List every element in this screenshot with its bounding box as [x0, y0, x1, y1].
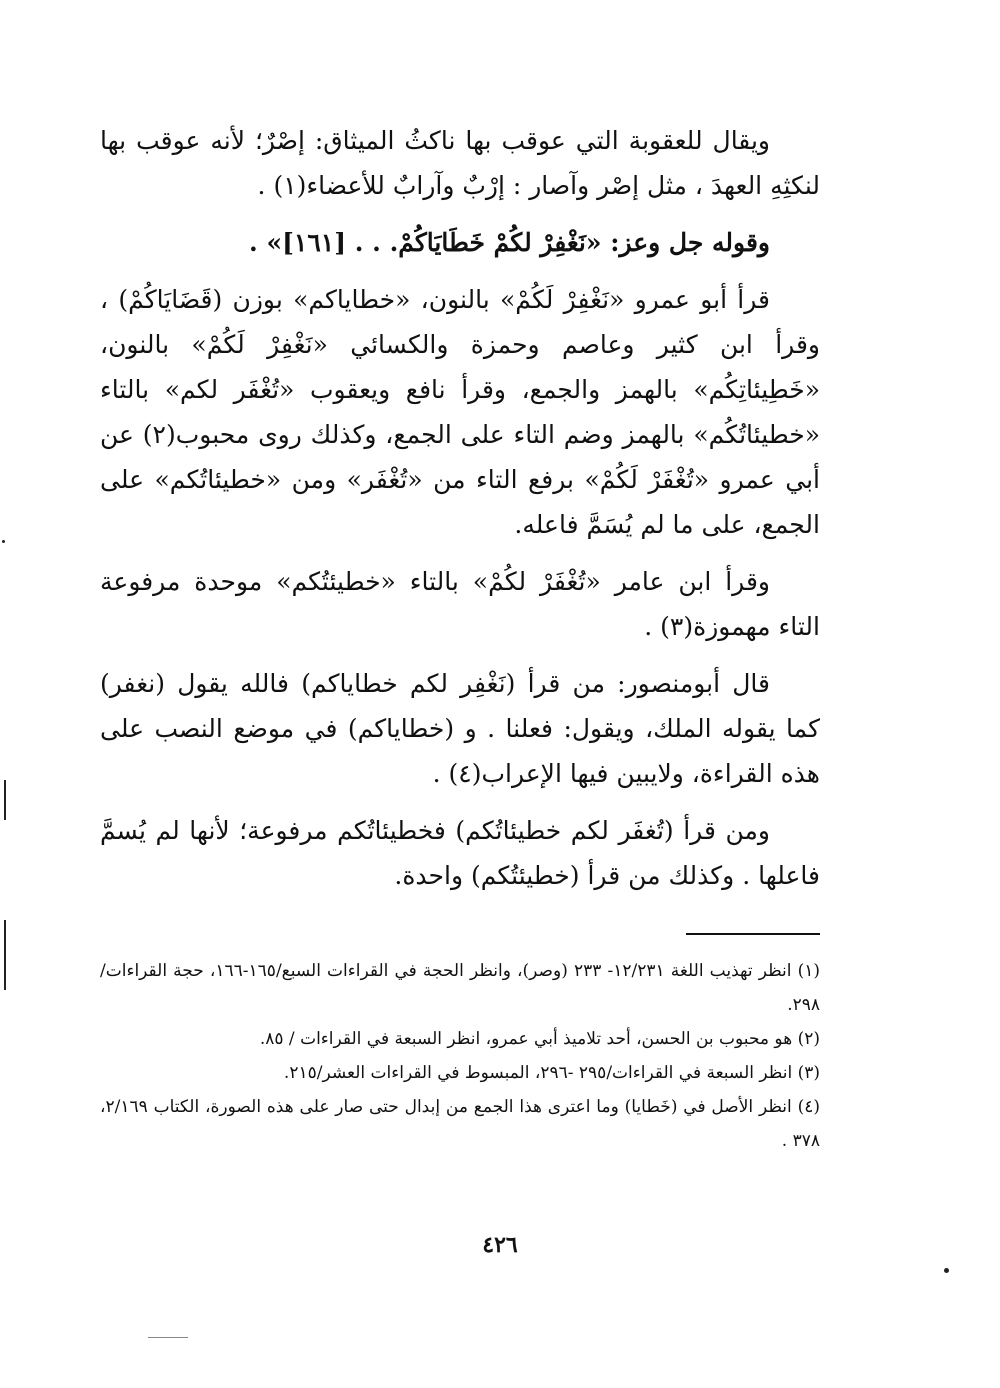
footnote-2: (٢) هو محبوب بن الحسن، أحد تلاميذ أبي عمرو، انظر السبعة في القراءات / ٨٥.: [259, 1029, 820, 1049]
paragraph-4: وقرأ ابن عامر «تُغْفَرْ لكُمْ» بالتاء «خطيئتُكم» موحدة مرفوعة التاء مهموزة(٣) .: [100, 567, 820, 641]
footnotes: [100, 954, 820, 1158]
footnote-4: (٤) انظر الأصل في (خَطايا) وما اعترى هذا الجمع من إبدال حتى صار على هذه الصورة، الكتاب ٢/١٦٩، ٣٧٨ .: [100, 1097, 820, 1151]
paragraph-5: قال أبومنصور: من قرأ (نَغْفِر لكم خطاياكم) فالله يقول (نغفر) كما يقوله الملك، ويقول: فعلنا . و (خطاياكم) في موضع النصب على هذه القراءة، ولايبين فيها الإعراب(٤) .: [100, 669, 820, 788]
main-text: [100, 118, 820, 910]
footnote-divider: [686, 933, 820, 935]
paragraph-1: ويقال للعقوبة التي عوقب بها ناكثُ الميثاق: إصْرٌ؛ لأنه عوقب بها لنكثِهِ العهدَ ، مثل إصْر وآصار : إرْبٌ وآرابٌ للأعضاء(١) .: [100, 126, 820, 200]
paragraph-6: ومن قرأ (تُغفَر لكم خطيئاتُكم) فخطيئاتُكم مرفوعة؛ لأنها لم يُسمَّ فاعلها . وكذلك من قرأ (خطيئتُكم) واحدة.: [100, 816, 820, 890]
footnote-1: (١) انظر تهذيب اللغة ١٢/٢٣١- ٢٣٣ (وصر)، وانظر الحجة في القراءات السبع/١٦٥-١٦٦، حجة القراءات/٢٩٨.: [100, 961, 820, 1015]
scan-speck: [944, 1268, 949, 1273]
paragraph-3: قرأ أبو عمرو «نَغْفِرْ لَكُمْ» بالنون، «خطاياكم» بوزن (قَضَايَاكُمْ) ، وقرأ ابن كثير وعاصم وحمزة والكسائي «نَغْفِرْ لَكُمْ» بالنون، «خَطِيئاتِكُم» بالهمز والجمع، وقرأ نافع ويعقوب «تُغْفَر لكم» بالتاء «خطيئاتُكُم» بالهمز وضم التاء على الجمع، وكذلك روى محبوب(٢) عن أبي عمرو «تُغْفَرْ لَكُمْ» برفع التاء من «تُغْفَر» ومن «خطيئاتُكم» على الجمع، على ما لم يُسَمَّ فاعله.: [100, 285, 821, 539]
scan-streak: [148, 1337, 188, 1338]
scan-edge-mark: [4, 780, 6, 820]
scan-speck: [2, 540, 5, 543]
paragraph-2-verse: وقوله جل وعز: «نَغْفِرْ لكُمْ خَطَايَاكُمْ. . . [١٦١]» .: [249, 228, 770, 257]
scan-edge-mark: [4, 920, 6, 990]
page-number: ٤٢٦: [482, 1232, 518, 1258]
footnote-3: (٣) انظر السبعة في القراءات/٢٩٥ -٢٩٦، المبسوط في القراءات العشر/٢١٥.: [283, 1063, 820, 1083]
